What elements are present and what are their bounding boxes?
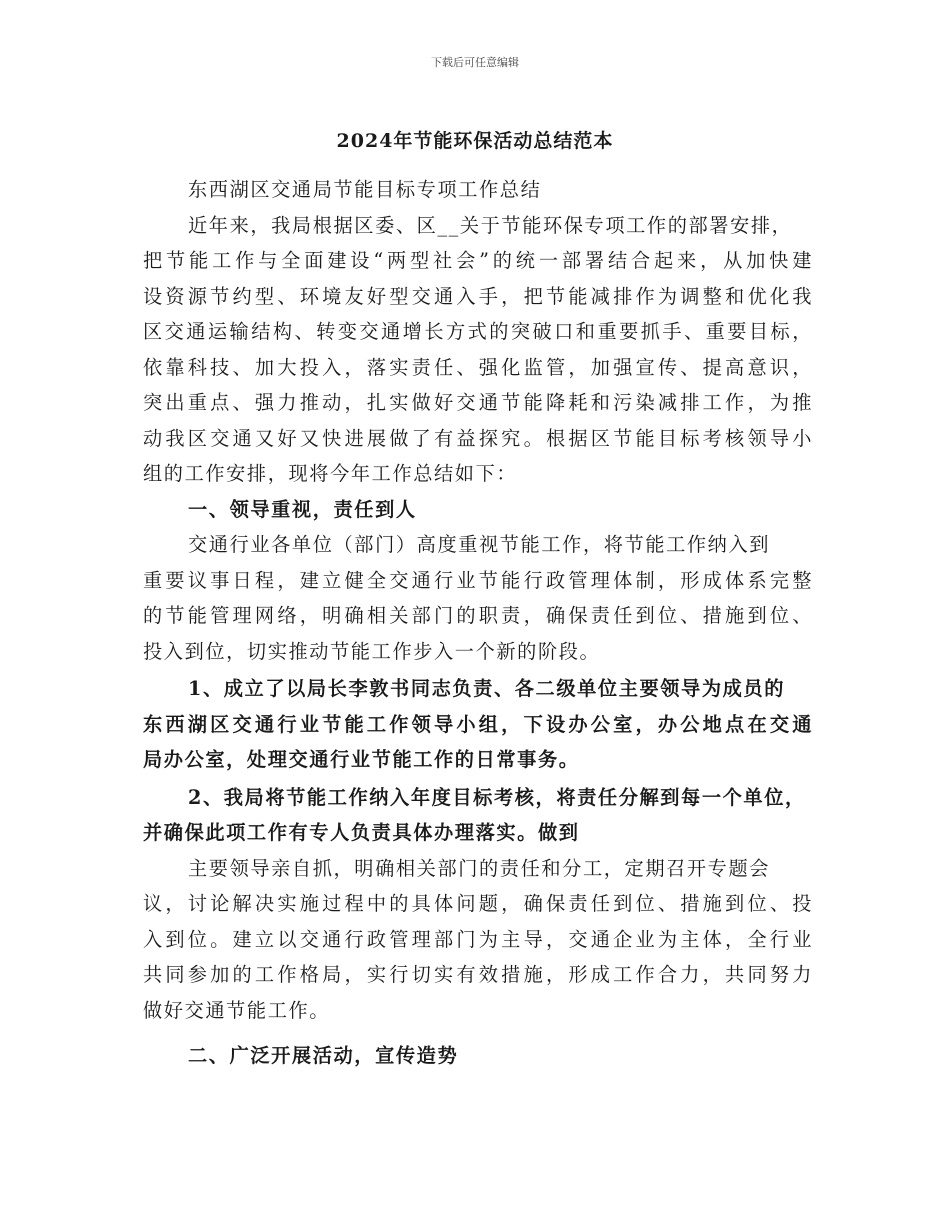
section1-paragraph [143,527,813,669]
paragraph-line: 把节能工作与全面建设“两型社会”的统一部署结合起来，从加快建 [143,249,813,272]
paragraph-line: 交通行业各单位（部门）高度重视节能工作，将节能工作纳入到 [188,533,771,556]
paragraph-line: 东西湖区交通局节能目标专项工作总结 [188,178,542,201]
section-heading-1 [143,492,813,528]
paragraph-line: 动我区交通又好又快进展做了有益探究。根据区节能目标考核领导小 [143,426,813,450]
paragraph-line: 局办公室，处理交通行业节能工作的日常事务。 [143,748,580,771]
paragraph-line: 设资源节约型、环境友好型交通入手，把节能减排作为调整和优化我 [143,284,813,308]
paragraph-line: 1、成立了以局长李敦书同志负责、各二级单位主要领导为成员的 [188,677,785,700]
document-body [143,172,813,1074]
paragraph-line: 主要领导亲自抓，明确相关部门的责任和分工，定期召开专题会 [188,856,771,880]
paragraph-line: 近年来，我局根据区委、区__关于节能环保专项工作的部署安排， [188,213,793,237]
paragraph-line: 的节能管理网络，明确相关部门的职责，确保责任到位、措施到位、 [143,604,813,627]
paragraph-line: 投入到位，切实推动节能工作步入一个新的阶段。 [143,639,601,663]
paragraph-line: 组的工作安排，现将今年工作总结如下： [143,462,518,485]
paragraph-line: 共同参加的工作格局，实行切实有效措施，形成工作合力，共同努力 [143,963,813,986]
intro-paragraph [143,208,813,492]
paragraph-line: 并确保此项工作有专人负责具体办理落实。做到 [143,821,580,844]
paragraph-line: 区交通运输结构、转变交通增长方式的突破口和重要抓手、重要目标， [143,320,813,343]
paragraph-line: 依靠科技、加大投入，落实责任、强化监管，加强宣传、提高意识， [143,355,813,379]
paragraph-line: 东西湖区交通行业节能工作领导小组，下设办公室，办公地点在交通 [143,712,813,736]
header-note: 下载后可任意编辑 [431,56,519,69]
paragraph-line: 议，讨论解决实施过程中的具体问题，确保责任到位、措施到位、投 [143,892,813,915]
heading-line: 二、广泛开展活动，宣传造势 [188,1044,459,1067]
section-heading-2 [143,1038,813,1074]
subtitle-paragraph [143,172,813,208]
paragraph-line: 做好交通节能工作。 [143,998,331,1022]
paragraph-line: 重要议事日程，建立健全交通行业节能行政管理体制，形成体系完整 [143,568,813,592]
paragraph-line: 2、我局将节能工作纳入年度目标考核，将责任分解到每一个单位， [188,785,806,809]
paragraph-line: 入到位。建立以交通行政管理部门为主导，交通企业为主体，全行业 [143,927,813,951]
item-2-body-paragraph [143,851,813,1029]
paragraph-line: 突出重点、强力推动，扎实做好交通节能降耗和污染减排工作，为推 [143,391,813,414]
heading-line: 一、领导重视，责任到人 [188,497,417,521]
document-title: 2024年节能环保活动总结范本 [336,130,614,152]
item-1-paragraph [143,671,813,778]
item-2-paragraph [143,780,813,851]
